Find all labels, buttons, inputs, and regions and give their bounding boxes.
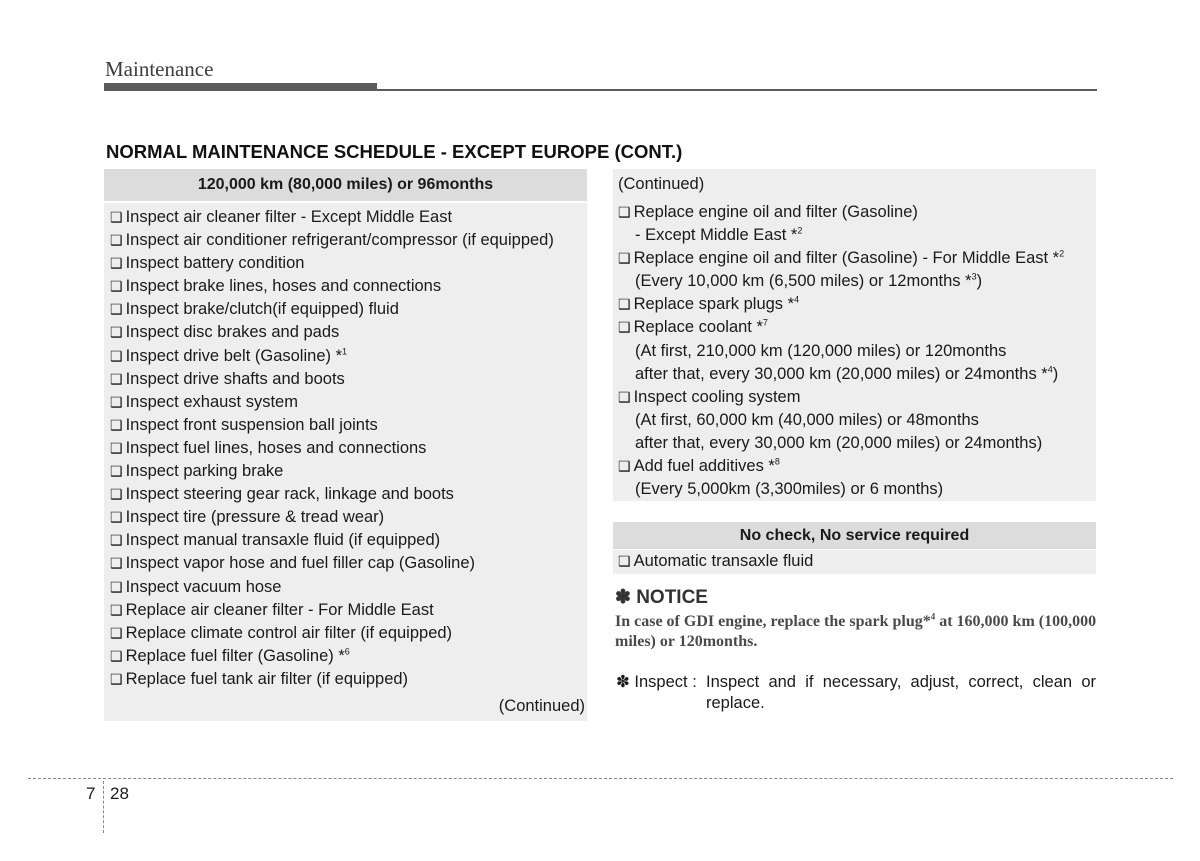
list-item <box>104 368 587 391</box>
list-item-text: - Except Middle East * <box>635 226 798 245</box>
list-item-text: Replace coolant * <box>633 318 763 337</box>
footnote-ref: 7 <box>762 317 768 328</box>
footnote-ref: 1 <box>342 346 348 357</box>
checkbox-icon: ❑ <box>618 458 631 475</box>
checkbox-icon: ❑ <box>110 555 123 572</box>
list-item-suffix: ) <box>976 272 983 291</box>
list-item-text: Add fuel additives * <box>633 457 775 476</box>
checkbox-icon: ❑ <box>110 255 123 272</box>
list-item <box>104 622 587 645</box>
list-item-text: Replace fuel filter (Gasoline) * <box>125 646 345 665</box>
checkbox-icon: ❑ <box>110 393 123 410</box>
footnote-ref: 2 <box>797 225 803 236</box>
list-item-text: Inspect fuel lines, hoses and connections <box>125 438 427 457</box>
right-item-list <box>613 201 1096 501</box>
list-item <box>613 386 1096 409</box>
list-item <box>104 298 587 321</box>
list-item <box>104 437 587 460</box>
checkbox-icon: ❑ <box>110 578 123 595</box>
inspect-definition <box>616 672 1096 714</box>
list-item-text: Inspect steering gear rack, linkage and boots <box>125 485 454 504</box>
left-item-list <box>104 203 587 691</box>
notice-title: ✽ NOTICE <box>615 587 708 608</box>
list-item-text: Replace spark plugs * <box>633 295 795 314</box>
list-item <box>613 316 1096 339</box>
list-item-text: Replace engine oil and filter (Gasoline) <box>633 203 918 221</box>
list-item <box>104 252 587 275</box>
list-item <box>613 293 1096 316</box>
list-item <box>104 599 587 622</box>
checkbox-icon: ❑ <box>110 647 123 664</box>
list-item-text: Inspect parking brake <box>125 462 284 481</box>
chapter-number: 7 <box>86 784 96 803</box>
checkbox-icon: ❑ <box>618 388 631 405</box>
list-item <box>104 391 587 414</box>
footnote-ref: 8 <box>774 456 780 467</box>
inspect-label: ✽ Inspect : <box>616 673 697 691</box>
no-check-item <box>613 550 1096 574</box>
checkbox-icon: ❑ <box>618 250 631 267</box>
list-item <box>104 668 587 691</box>
checkbox-icon: ❑ <box>110 209 123 225</box>
no-check-heading: No check, No service required <box>613 522 1096 549</box>
list-item <box>104 345 587 368</box>
list-item-text: after that, every 30,000 km (20,000 miles) or 24months * <box>635 364 1048 383</box>
header-rule-thin <box>104 89 1097 91</box>
list-item-text: Inspect vapor hose and fuel filler cap (Gasoline) <box>125 554 476 573</box>
list-item-text: Replace fuel tank air filter (if equipped) <box>125 669 409 688</box>
checkbox-icon: ❑ <box>110 370 123 387</box>
list-item <box>104 576 587 599</box>
list-item-text: Replace engine oil and filter (Gasoline) - For Middle East * <box>633 249 1060 268</box>
list-item-text: Inspect tire (pressure & tread wear) <box>125 508 385 527</box>
list-item-text: Inspect cooling system <box>633 387 801 406</box>
continued-label-right: (Continued) <box>618 175 705 193</box>
list-item-text: Inspect drive belt (Gasoline) * <box>125 346 342 365</box>
no-check-item-text: Automatic transaxle fluid <box>633 552 814 570</box>
list-item-text: Inspect front suspension ball joints <box>125 415 378 434</box>
list-item-text: (At first, 60,000 km (40,000 miles) or 48months <box>635 410 979 429</box>
footer-vertical-dashed-rule <box>103 781 104 833</box>
notice-text-part1: In case of GDI engine, replace the spark plug* <box>615 613 931 630</box>
checkbox-icon: ❑ <box>110 601 123 618</box>
checkbox-icon: ❑ <box>110 439 123 456</box>
footnote-ref: 2 <box>1059 248 1065 259</box>
list-item-text: Inspect air conditioner refrigerant/compressor (if equipped) <box>125 231 554 250</box>
page-header-title: Maintenance <box>105 57 214 81</box>
checkbox-icon: ❑ <box>618 553 631 569</box>
list-item-text: (At first, 210,000 km (120,000 miles) or 120months <box>635 341 1007 360</box>
list-item <box>613 455 1096 478</box>
list-item-text: Inspect manual transaxle fluid (if equipped) <box>125 531 441 550</box>
list-item <box>104 552 587 575</box>
list-item-text: after that, every 30,000 km (20,000 miles) or 24months) <box>635 433 1043 452</box>
footnote-ref: 4 <box>794 294 800 305</box>
list-item-text: Inspect air cleaner filter - Except Middle East <box>125 208 453 226</box>
footnote-ref: 3 <box>971 271 977 282</box>
list-item-text: Inspect drive shafts and boots <box>125 369 345 388</box>
list-item <box>613 201 1096 224</box>
checkbox-icon: ❑ <box>110 278 123 295</box>
list-item-text: Inspect vacuum hose <box>125 577 282 596</box>
notice-footnote-ref: 4 <box>930 611 936 622</box>
page-number: 28 <box>110 784 129 803</box>
checkbox-icon: ❑ <box>618 296 631 313</box>
checkbox-icon: ❑ <box>110 324 123 341</box>
list-item-text: (Every 5,000km (3,300miles) or 6 months) <box>635 480 944 499</box>
checkbox-icon: ❑ <box>110 463 123 480</box>
list-item-text: Inspect battery condition <box>125 254 305 273</box>
interval-heading: 120,000 km (80,000 miles) or 96months <box>104 169 587 203</box>
list-item-text: Inspect disc brakes and pads <box>125 323 340 342</box>
list-item <box>104 321 587 344</box>
checkbox-icon: ❑ <box>110 624 123 641</box>
section-title: NORMAL MAINTENANCE SCHEDULE - EXCEPT EUROPE (CONT.) <box>106 141 683 162</box>
list-item <box>104 460 587 483</box>
schedule-panel-left <box>104 169 587 721</box>
list-item <box>613 432 1096 455</box>
list-item-text: Inspect exhaust system <box>125 392 298 411</box>
checkbox-icon: ❑ <box>110 509 123 526</box>
list-item <box>613 478 1096 501</box>
notice-text <box>615 612 1097 652</box>
checkbox-icon: ❑ <box>110 670 123 687</box>
list-item <box>104 506 587 529</box>
list-item-suffix: ) <box>1052 364 1059 383</box>
schedule-panel-right <box>613 169 1096 501</box>
list-item <box>104 414 587 437</box>
list-item <box>613 340 1096 363</box>
list-item <box>104 529 587 552</box>
checkbox-icon: ❑ <box>618 319 631 336</box>
list-item <box>613 409 1096 432</box>
list-item <box>104 645 587 668</box>
continued-label: (Continued) <box>498 697 585 715</box>
list-item <box>613 363 1096 386</box>
checkbox-icon: ❑ <box>618 204 631 220</box>
checkbox-icon: ❑ <box>110 347 123 364</box>
list-item <box>104 275 587 298</box>
list-item <box>104 206 587 229</box>
list-item-text: (Every 10,000 km (6,500 miles) or 12months * <box>635 272 972 291</box>
checkbox-icon: ❑ <box>110 301 123 318</box>
footer-dashed-rule <box>28 778 1173 779</box>
list-item <box>613 224 1096 247</box>
list-item <box>104 483 587 506</box>
footnote-ref: 4 <box>1047 364 1053 375</box>
checkbox-icon: ❑ <box>110 532 123 549</box>
notice-text-part2: at 160,000 km (100,000 miles) or 120months. <box>615 613 1097 650</box>
checkbox-icon: ❑ <box>110 416 123 433</box>
list-item-text: Replace air cleaner filter - For Middle East <box>125 600 434 619</box>
footnote-ref: 6 <box>344 646 350 657</box>
list-item <box>104 229 587 252</box>
checkbox-icon: ❑ <box>110 232 123 249</box>
list-item <box>613 270 1096 293</box>
list-item-text: Inspect brake/clutch(if equipped) fluid <box>125 300 399 319</box>
list-item-text: Inspect brake lines, hoses and connections <box>125 277 442 296</box>
inspect-text: Inspect and if necessary, adjust, correct, clean or replace. <box>706 673 1096 712</box>
checkbox-icon: ❑ <box>110 486 123 503</box>
list-item-text: Replace climate control air filter (if equipped) <box>125 623 453 642</box>
list-item <box>613 247 1096 270</box>
